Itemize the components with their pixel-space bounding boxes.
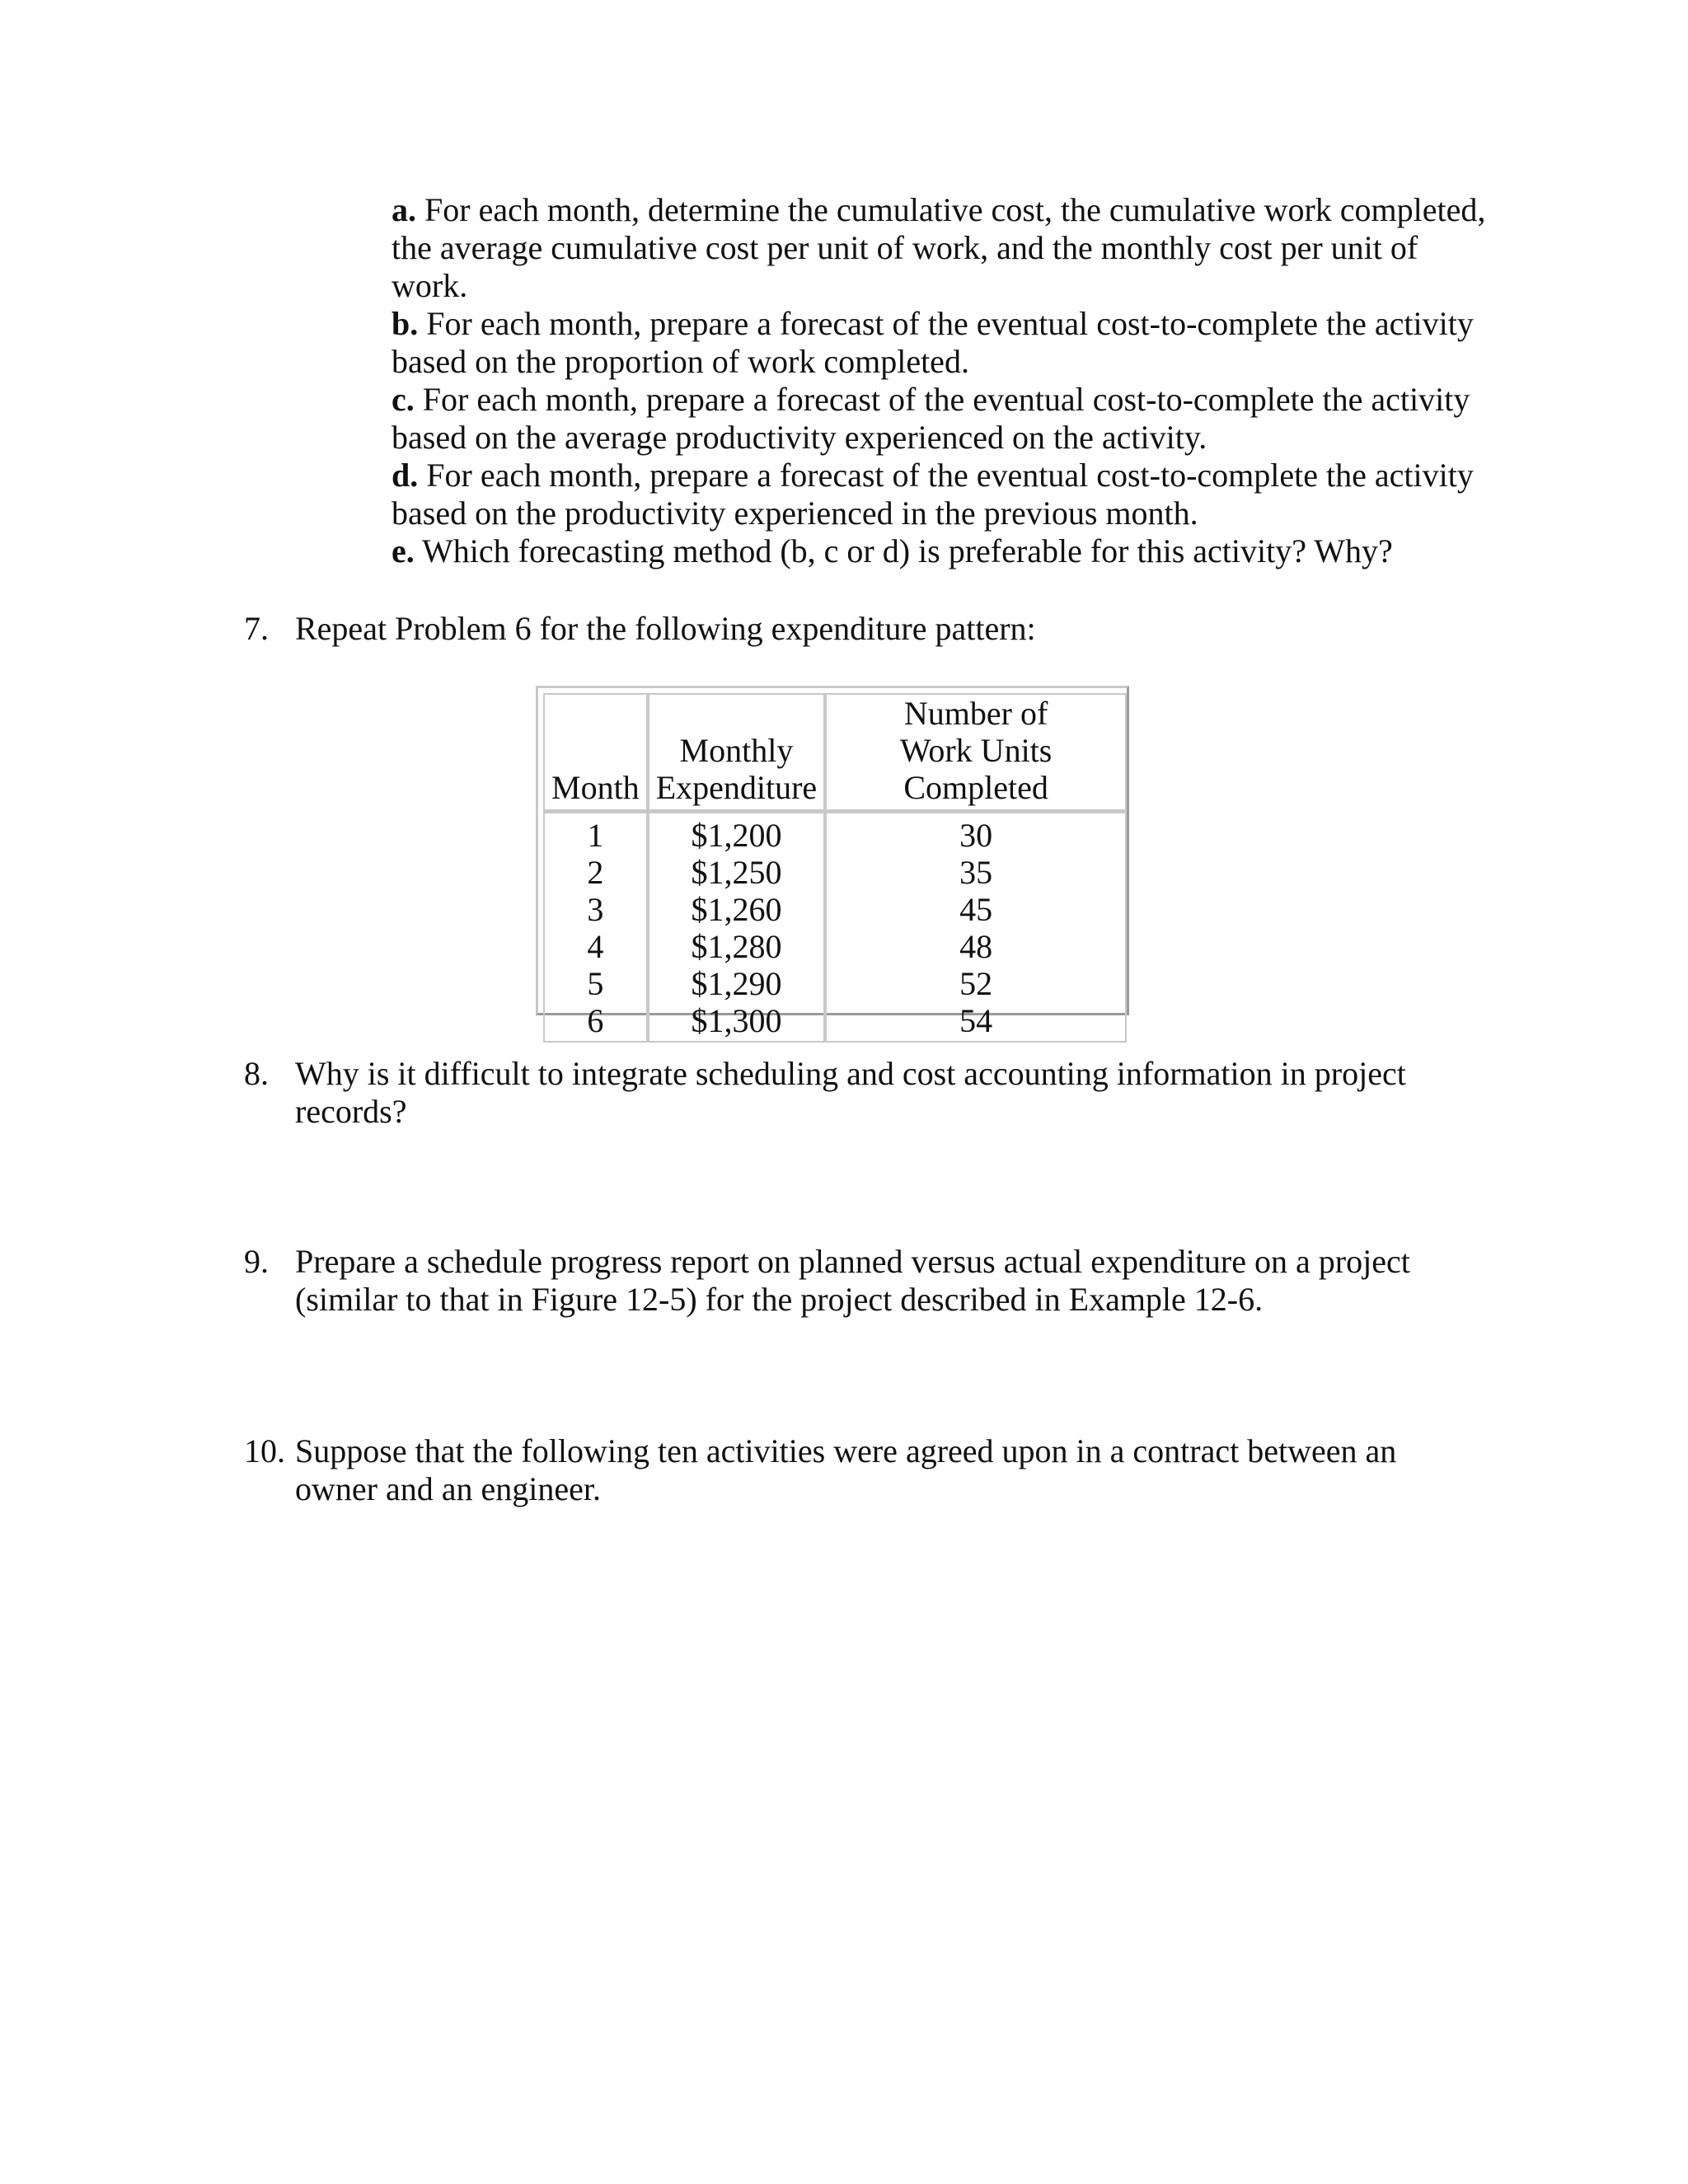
problem-text: Why is it difficult to integrate scheduling and cost accounting information in project records? bbox=[295, 1055, 1406, 1130]
problem-text: Repeat Problem 6 for the following expenditure pattern: bbox=[295, 610, 1036, 647]
cell-units: 45 bbox=[825, 891, 1127, 928]
table-row bbox=[543, 854, 1127, 891]
header-expenditure bbox=[648, 693, 826, 811]
header-month bbox=[543, 693, 648, 811]
cell-expenditure: $1,250 bbox=[648, 854, 826, 891]
subpart-text: For each month, prepare a forecast of the eventual cost-to-complete the activity based on the productivity experienced in the previous month. bbox=[392, 457, 1474, 532]
problem-number: 10. bbox=[244, 1432, 285, 1469]
subpart-text: For each month, prepare a forecast of the eventual cost-to-complete the activity based on the average productivity experienced on the activity. bbox=[392, 381, 1470, 456]
table-row bbox=[543, 811, 1127, 854]
subpart-label: c. bbox=[392, 381, 415, 418]
problem-9 bbox=[244, 1243, 1431, 1319]
subpart-e bbox=[392, 532, 1496, 570]
subpart-text: For each month, prepare a forecast of the eventual cost-to-complete the activity based on the proportion of work completed. bbox=[392, 305, 1474, 380]
table-row bbox=[543, 891, 1127, 928]
table-row bbox=[543, 1002, 1127, 1043]
cell-month: 1 bbox=[543, 811, 648, 854]
cell-month: 6 bbox=[543, 1002, 648, 1043]
subpart-a bbox=[392, 191, 1496, 305]
cell-units: 48 bbox=[825, 928, 1127, 965]
problem-text: Suppose that the following ten activities were agreed upon in a contract between an owner and an engineer. bbox=[295, 1432, 1397, 1507]
header-units-line2: Work Units Completed bbox=[899, 732, 1053, 806]
header-expenditure-line2: Expenditure bbox=[655, 769, 818, 806]
problem-number: 9. bbox=[244, 1243, 269, 1280]
problem-text: Prepare a schedule progress report on planned versus actual expenditure on a project (similar to that in Figure 12-5) for the project described in Example 12-6. bbox=[295, 1243, 1410, 1318]
cell-units: 30 bbox=[825, 811, 1127, 854]
expenditure-table bbox=[543, 693, 1127, 1043]
problem-10 bbox=[244, 1432, 1431, 1508]
header-units bbox=[825, 693, 1127, 811]
cell-month: 4 bbox=[543, 928, 648, 965]
cell-units: 35 bbox=[825, 854, 1127, 891]
cell-units: 54 bbox=[825, 1002, 1127, 1043]
subpart-label: d. bbox=[392, 457, 419, 494]
subpart-label: a. bbox=[392, 191, 416, 228]
problem-6-subparts bbox=[392, 191, 1496, 570]
subpart-text: Which forecasting method (b, c or d) is preferable for this activity? Why? bbox=[414, 532, 1393, 569]
cell-month: 3 bbox=[543, 891, 648, 928]
subpart-label: b. bbox=[392, 305, 419, 342]
cell-units: 52 bbox=[825, 965, 1127, 1002]
cell-month: 5 bbox=[543, 965, 648, 1002]
table-row bbox=[543, 928, 1127, 965]
problem-number: 7. bbox=[244, 610, 269, 647]
subpart-c bbox=[392, 381, 1496, 457]
cell-expenditure: $1,260 bbox=[648, 891, 826, 928]
table-header-row bbox=[543, 693, 1127, 811]
table-row bbox=[543, 965, 1127, 1002]
problem-7 bbox=[244, 610, 1431, 648]
expenditure-table-frame bbox=[536, 686, 1129, 1039]
cell-expenditure: $1,280 bbox=[648, 928, 826, 965]
cell-month: 2 bbox=[543, 854, 648, 891]
problem-8 bbox=[244, 1055, 1431, 1131]
problem-number: 8. bbox=[244, 1055, 269, 1092]
cell-expenditure: $1,300 bbox=[648, 1002, 826, 1043]
cell-expenditure: $1,290 bbox=[648, 965, 826, 1002]
subpart-text: For each month, determine the cumulative cost, the cumulative work completed, the average cumulative cost per unit of work, and the monthly cost per unit of work. bbox=[392, 191, 1486, 304]
header-month-label: Month bbox=[551, 769, 640, 806]
subpart-label: e. bbox=[392, 532, 415, 569]
header-expenditure-line1: Monthly bbox=[679, 732, 794, 769]
cell-expenditure: $1,200 bbox=[648, 811, 826, 854]
header-units-line1: Number of bbox=[903, 695, 1048, 732]
subpart-b bbox=[392, 305, 1496, 381]
subpart-d bbox=[392, 457, 1496, 532]
